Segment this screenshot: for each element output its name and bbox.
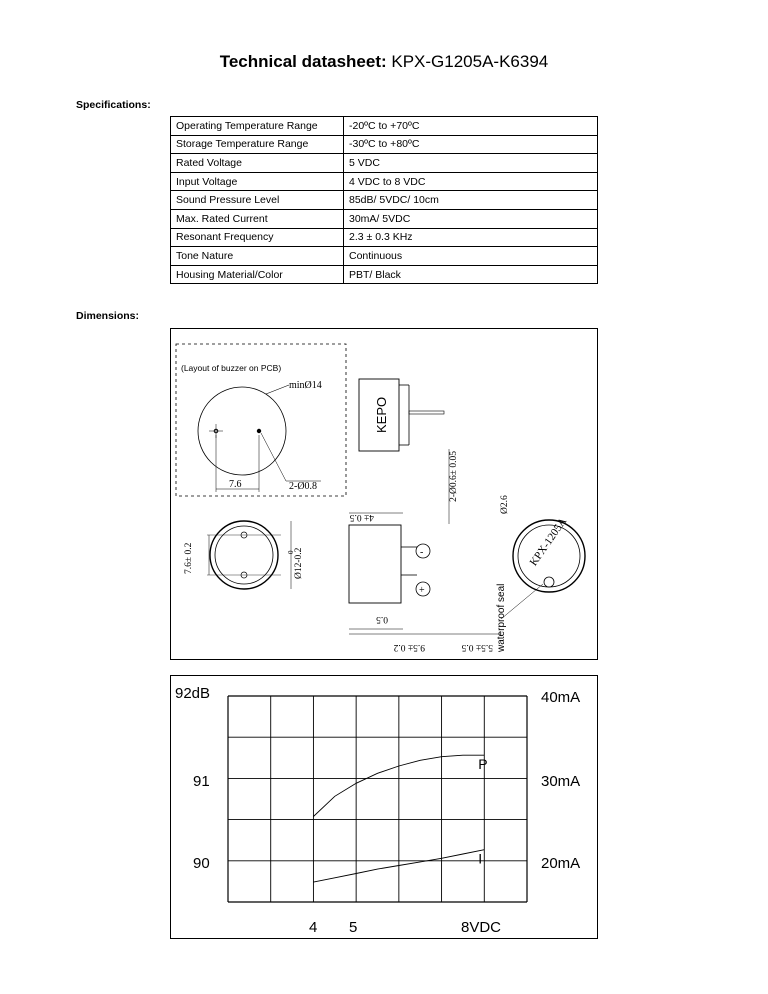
- x-tick-5: 5: [349, 919, 358, 936]
- dim-dia-tol: 0: [287, 550, 295, 554]
- spec-value: Continuous: [344, 247, 598, 266]
- spec-key: Rated Voltage: [171, 154, 344, 173]
- right-axis-bottom-label: 20mA: [541, 855, 581, 872]
- pitch-label: 7.6: [229, 479, 242, 490]
- plus-label: +: [419, 585, 425, 596]
- spec-row: [171, 265, 598, 284]
- spec-value: -30ºC to +80ºC: [344, 135, 598, 154]
- spec-value: 30mA/ 5VDC: [344, 209, 598, 228]
- spec-key: Operating Temperature Range: [171, 117, 344, 136]
- specifications-table: [170, 116, 598, 284]
- series-label-p: P: [478, 756, 488, 773]
- min-diameter-label: minØ14: [289, 380, 322, 391]
- spec-key: Tone Nature: [171, 247, 344, 266]
- spec-row: [171, 209, 598, 228]
- chart-marks: [313, 755, 487, 882]
- response-chart-svg: [171, 676, 597, 938]
- pcb-hole-right: [257, 429, 261, 433]
- seal-label: waterproof seal: [496, 583, 507, 652]
- spec-value: 2.3 ± 0.3 KHz: [344, 228, 598, 247]
- pcb-layout-label: (Layout of buzzer on PCB): [181, 363, 282, 373]
- spec-value: 5 VDC: [344, 154, 598, 173]
- left-axis-top-label: 92dB: [175, 685, 211, 702]
- buzzer-bottom-inner: [215, 526, 273, 584]
- dim-05-label: 0.5: [376, 614, 388, 624]
- pin-diameter-label: 2-Ø0.6± 0.05: [449, 451, 459, 502]
- left-axis-mid-label: 91: [193, 773, 210, 790]
- spec-row: [171, 228, 598, 247]
- spec-row: [171, 135, 598, 154]
- spec-key: Sound Pressure Level: [171, 191, 344, 210]
- brand-label: KEPO: [374, 396, 389, 433]
- dim-4-label: 4± 0.5: [349, 512, 374, 522]
- dim-95-label: 9.5± 0.2: [393, 642, 425, 652]
- minus-label: -: [420, 547, 424, 558]
- specifications-heading: Specifications:: [76, 99, 151, 111]
- series-label-i: I: [478, 850, 483, 867]
- spec-row: [171, 172, 598, 191]
- response-chart: [170, 675, 598, 939]
- spec-key: Housing Material/Color: [171, 265, 344, 284]
- document-title: [0, 52, 768, 72]
- buzzer-side-body: [349, 525, 401, 603]
- hole-label: 2-Ø0.8: [289, 481, 318, 492]
- spec-value: -20ºC to +70ºC: [344, 117, 598, 136]
- spec-value: 85dB/ 5VDC/ 10cm: [344, 191, 598, 210]
- vent-hole-icon: [544, 577, 554, 587]
- x-tick-8: 8VDC: [461, 919, 502, 936]
- right-axis-top-label: 40mA: [541, 689, 581, 706]
- title-label: Technical datasheet:: [219, 52, 387, 71]
- left-axis-bottom-label: 90: [193, 855, 210, 872]
- dim-55-label: 5.5± 0.5: [461, 642, 493, 652]
- spec-row: [171, 117, 598, 136]
- spec-row: [171, 154, 598, 173]
- spec-value: 4 VDC to 8 VDC: [344, 172, 598, 191]
- dimension-drawing: [170, 328, 598, 660]
- chart-grid: [228, 696, 527, 902]
- dim-pitch-side-label: 7.6± 0.2: [184, 542, 194, 574]
- x-tick-4: 4: [309, 919, 318, 936]
- spec-row: [171, 247, 598, 266]
- spec-row: [171, 191, 598, 210]
- buzzer-bottom-outer: [210, 521, 278, 589]
- spec-key: Resonant Frequency: [171, 228, 344, 247]
- vent-label: Ø2.6: [500, 495, 510, 514]
- spec-key: Storage Temperature Range: [171, 135, 344, 154]
- right-axis-mid-label: 30mA: [541, 773, 581, 790]
- spec-key: Input Voltage: [171, 172, 344, 191]
- spec-value: PBT/ Black: [344, 265, 598, 284]
- dim-dia-label: Ø12-0.2: [294, 547, 304, 579]
- dimensions-heading: Dimensions:: [76, 310, 140, 322]
- dimension-drawing-svg: [171, 329, 597, 659]
- part-number: KPX-G1205A-K6394: [391, 52, 549, 71]
- spec-key: Max. Rated Current: [171, 209, 344, 228]
- top-marking: KPX-1205A: [527, 515, 570, 569]
